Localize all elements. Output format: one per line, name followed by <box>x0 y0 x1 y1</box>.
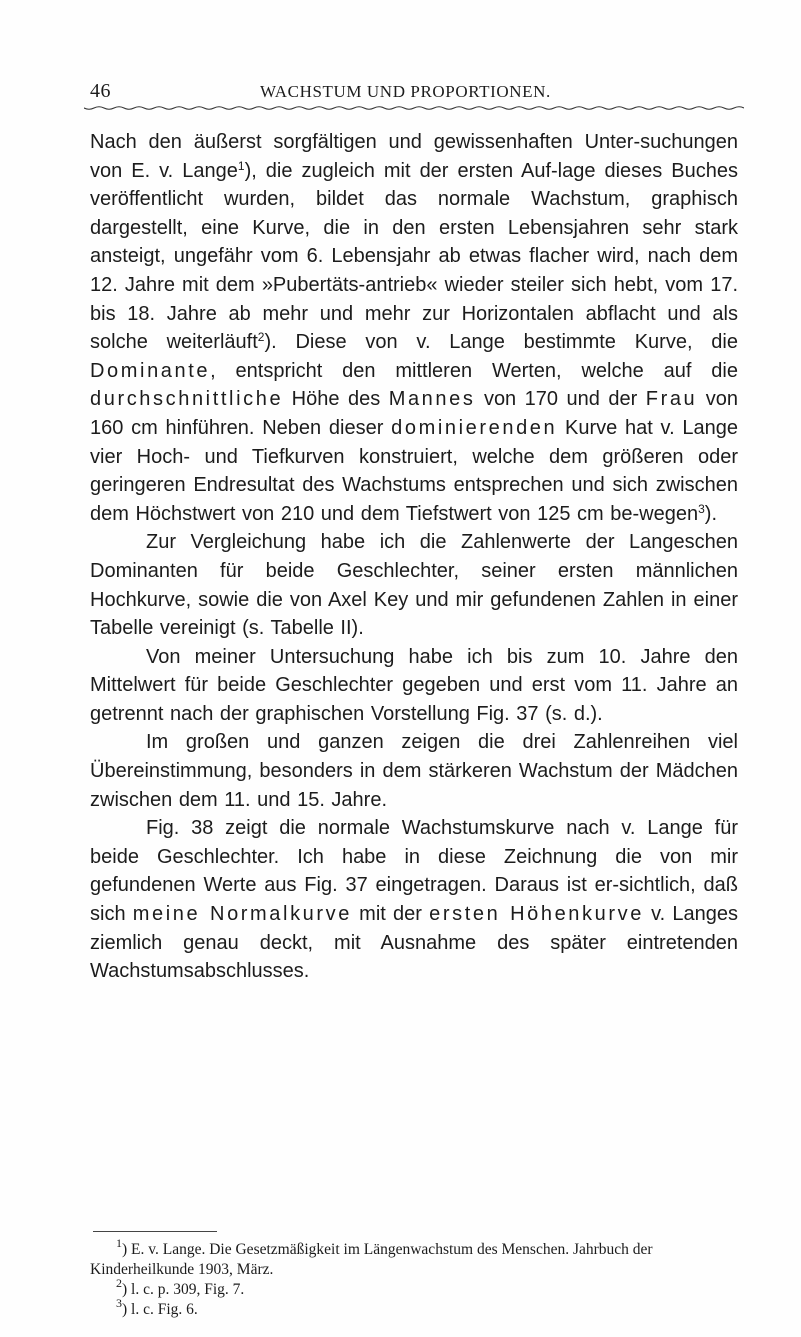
footnotes <box>90 1236 750 1320</box>
footnote-ref-3: 3 <box>698 501 705 516</box>
footnote-ref-2: 2 <box>257 330 265 345</box>
emphasis-dominante: Dominante <box>90 359 211 382</box>
paragraph-3: Von meiner Untersuchung habe ich bis zum 10. Jahre den Mittelwert für beide Geschlechter gegeben und erst vom 11. Jahre an getrennt nach der graphischen Vorstellung Fig. 37 (s. d.). <box>90 645 738 725</box>
emphasis-frau: Frau <box>645 388 698 411</box>
footnote-3: $^3$) l. c. Fig. 6. <box>116 1296 198 1318</box>
emphasis-ersten-hoehenkurve: ersten Höhenkurve <box>429 903 644 926</box>
paragraph-4: Im großen und ganzen zeigen die drei Zahlenreihen viel Übereinstimmung, besonders in dem stärkeren Wachstum der Mädchen zwischen dem 11. und 15. Jahre. <box>90 731 738 811</box>
paragraph-5: Fig. 38 zeigt die normale Wachstumskurve nach v. Lange für beide Geschlechter. Ich habe in diese Zeichnung die von mir gefundenen Werte aus Fig. 37 eingetragen. Daraus ist er-sichtlich, daß sich meine Normalkurve mit der ersten Höhenkurve v. Langes ziemlich genau deckt, mit Ausnahme des später eintretenden Wachstumsabschlusses. <box>90 817 738 983</box>
emphasis-durchschnittliche: durchschnittliche <box>90 388 284 411</box>
paragraph-1: Nach den äußerst sorgfältigen und gewissenhaften Unter-suchungen von E. v. Lange$^1$), die zugleich mit der ersten Auf-lage dieses Buches veröffentlicht wurden, bildet das normale Wachstum, graphisch dargestellt, eine Kurve, die in den ersten Lebensjahren sehr stark ansteigt, ungefähr vom 6. Lebensjahr ab etwas flacher wird, nach dem 12. Jahre mit dem »Pubertäts-antrieb« wieder steiler sich hebt, vom 17. bis 18. Jahre ab mehr und mehr zur Horizontalen abflacht und als solche weiterläuft$^2$). Diese von v. Lange bestimmte Kurve, die Dominante, entspricht den mittleren Werten, welche auf die durchschnittliche Höhe des Mannes von 170 und der Frau von 160 cm hinführen. Neben dieser dominierenden Kurve hat v. Lange vier Hoch- und Tiefkurven konstruiert, welche dem größeren oder geringeren Endresultat des Wachstums entsprechen und sich zwischen dem Höchstwert von 210 und dem Tiefstwert von 125 cm be-wegen$^3$). <box>90 131 739 525</box>
footnote-2: $^2$) l. c. p. 309, Fig. 7. <box>116 1276 245 1298</box>
running-head: WACHSTUM UND PROPORTIONEN. <box>260 82 551 101</box>
emphasis-meine-normalkurve: meine Normalkurve <box>132 903 352 926</box>
emphasis-dominierenden: dominierenden <box>391 416 558 439</box>
footnote-divider <box>93 1231 217 1232</box>
wavy-header-rule <box>84 101 744 115</box>
page-number: 46 <box>90 80 111 102</box>
body-text <box>90 128 738 986</box>
footnote-1: $^1$) E. v. Lange. Die Gesetzmäßigkeit im Längenwachstum des Menschen. Jahrbuch der Kinderheilkunde 1903, März. <box>90 1236 653 1278</box>
paragraph-2: Zur Vergleichung habe ich die Zahlenwerte der Langeschen Dominanten für beide Geschlechter, seiner ersten männlichen Hochkurve, sowie die von Axel Key und mir gefundenen Zahlen in einer Tabelle vereinigt (s. Tabelle II). <box>90 531 738 640</box>
footnote-ref-1: 1 <box>237 158 245 173</box>
emphasis-mannes: Mannes <box>388 388 476 411</box>
